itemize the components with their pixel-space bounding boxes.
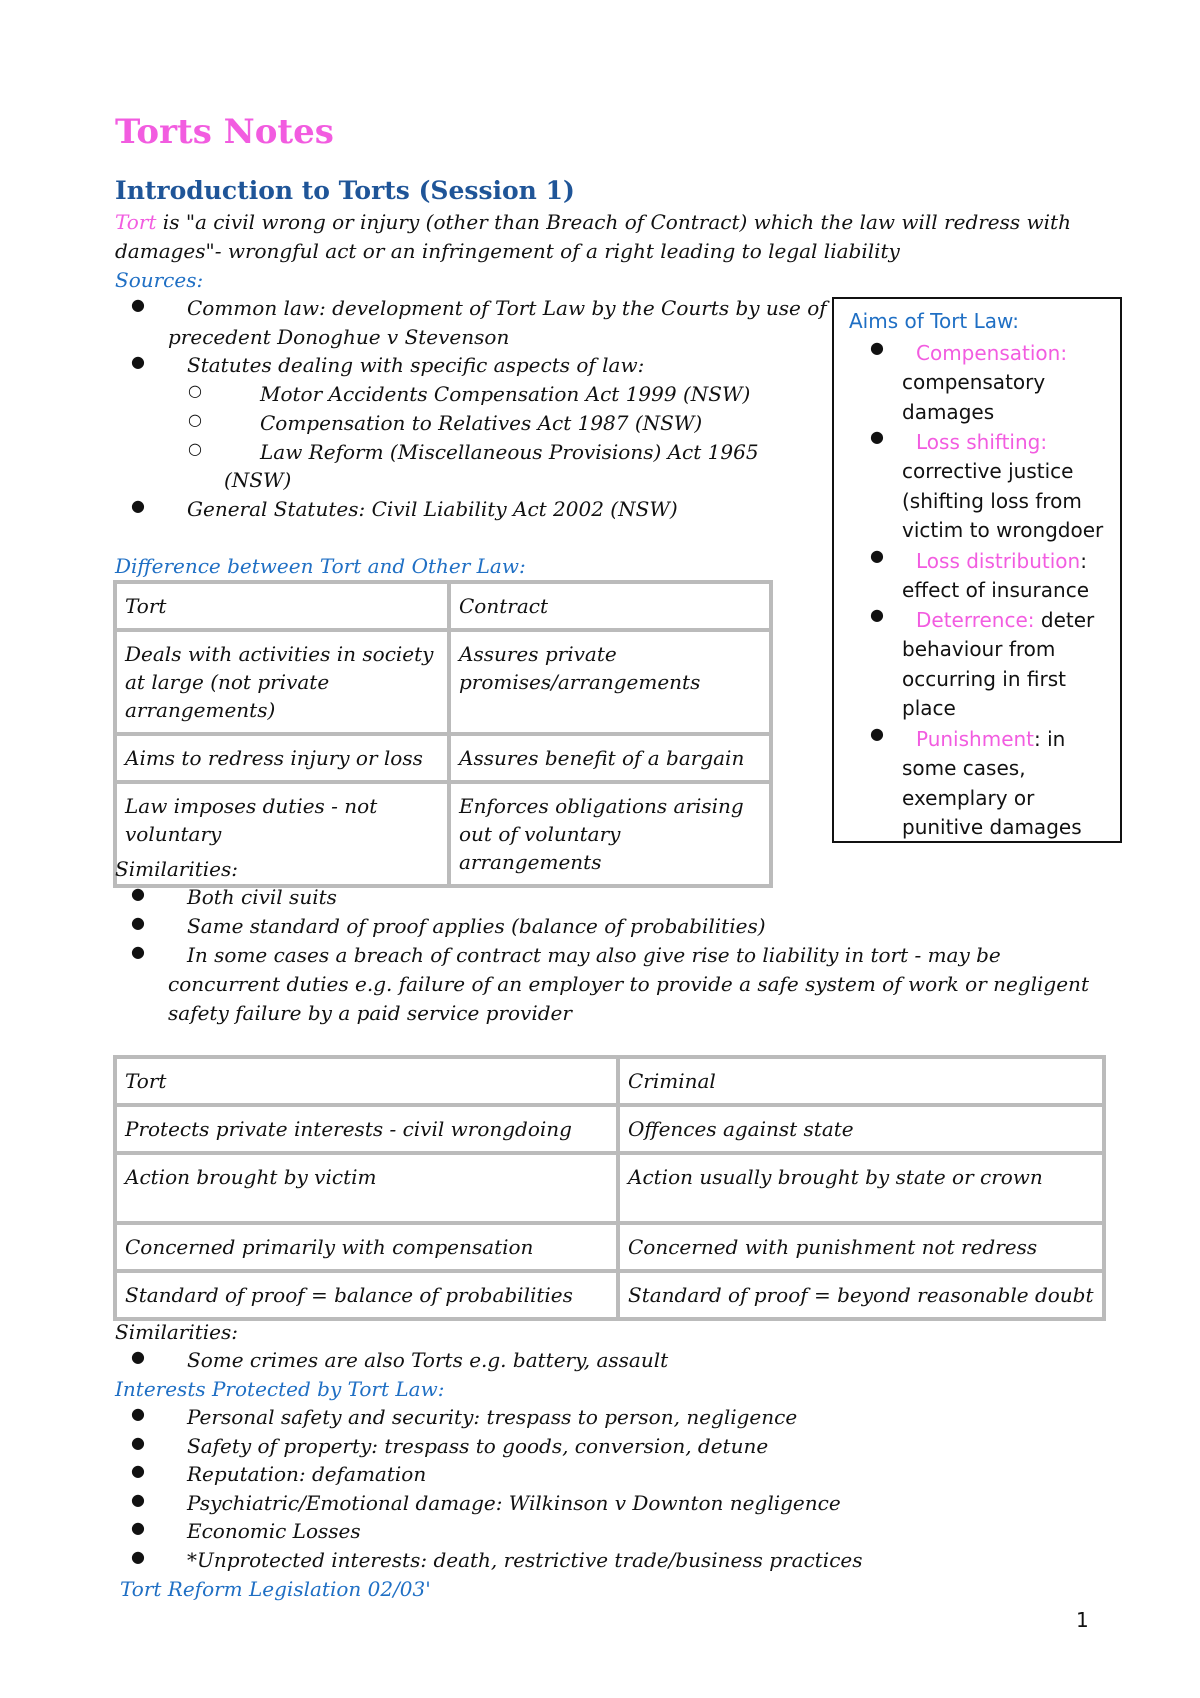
interest-item: Psychiatric/Emotional damage: Wilkinson v Downton negligence — [187, 1491, 841, 1515]
bullet-icon: ● — [131, 1518, 145, 1537]
intro-line-2: damages"- wrongful act or an infringement of a right leading to legal liability — [115, 239, 900, 263]
aim-line: some cases, — [902, 756, 1026, 780]
source-item: Statutes dealing with specific aspects of law: — [187, 353, 645, 377]
table-row — [115, 1105, 1104, 1153]
interest-item: *Unprotected interests: death, restrictive trade/business practices — [187, 1548, 863, 1572]
table-row — [115, 582, 771, 630]
source-item: Common law: development of Tort Law by the Courts by use of — [187, 296, 827, 320]
aim-line: corrective justice — [902, 459, 1074, 483]
bullet-icon: ● — [870, 546, 884, 565]
aims-box — [832, 297, 1122, 843]
table-cell: Enforces obligations arising out of voluntary arrangements — [449, 782, 771, 886]
aim-line: effect of insurance — [902, 578, 1090, 602]
similarity-item: Some crimes are also Torts e.g. battery, assault — [187, 1348, 669, 1372]
intro-line-1: Tort is "a civil wrong or injury (other than Breach of Contract) which the law will redress with — [115, 210, 1071, 234]
aim-line: damages — [902, 400, 995, 424]
aim-line: behaviour from — [902, 637, 1056, 661]
source-sub-item: Compensation to Relatives Act 1987 (NSW) — [260, 411, 703, 435]
page-number: 1 — [1076, 1608, 1089, 1632]
table-cell: Concerned with punishment not redress — [618, 1223, 1104, 1271]
table-row — [115, 734, 771, 782]
table-cell: Deals with activities in society at large (not private arrangements) — [115, 630, 449, 734]
aim-item: Punishment: in — [916, 727, 1066, 751]
similarity-item: Same standard of proof applies (balance of probabilities) — [187, 914, 766, 938]
table-cell: Standard of proof = beyond reasonable doubt — [618, 1271, 1104, 1319]
bullet-icon: ● — [131, 1461, 145, 1480]
intro-term: Tort — [115, 210, 157, 234]
table-cell: Concerned primarily with compensation — [115, 1223, 618, 1271]
reform-heading: Tort Reform Legislation 02/03' — [120, 1577, 431, 1601]
sources-heading: Sources: — [115, 268, 204, 292]
aim-item: Loss distribution: — [916, 549, 1087, 573]
table-cell: Contract — [449, 582, 771, 630]
aim-item: Deterrence: deter — [916, 608, 1095, 632]
source-sub-item: (NSW) — [224, 468, 292, 492]
source-sub-item: Motor Accidents Compensation Act 1999 (NSW) — [260, 382, 751, 406]
bullet-icon: ● — [870, 724, 884, 743]
table-row — [115, 1223, 1104, 1271]
bullet-icon: ● — [870, 427, 884, 446]
aim-line: compensatory — [902, 370, 1046, 394]
aims-heading: Aims of Tort Law: — [849, 309, 1020, 333]
table-cell: Protects private interests - civil wrongdoing — [115, 1105, 618, 1153]
similarity-item: In some cases a breach of contract may also give rise to liability in tort - may be — [187, 943, 1001, 967]
interest-item: Safety of property: trespass to goods, conversion, detune — [187, 1434, 769, 1458]
source-item: precedent Donoghue v Stevenson — [168, 325, 510, 349]
aim-line: victim to wrongdoer — [902, 518, 1104, 542]
table-cell: Law imposes duties - not voluntary — [115, 782, 449, 886]
source-sub-item: Law Reform (Miscellaneous Provisions) Act 1965 — [260, 440, 759, 464]
circle-bullet-icon: ○ — [188, 439, 202, 458]
aim-line: punitive damages — [902, 815, 1082, 839]
bullet-icon: ● — [131, 913, 145, 932]
similarities-heading: Similarities: — [115, 857, 239, 881]
bullet-icon: ● — [131, 1433, 145, 1452]
similarity-item: safety failure by a paid service provider — [168, 1001, 572, 1025]
table-cell: Action brought by victim — [115, 1153, 618, 1223]
interest-item: Personal safety and security: trespass to person, negligence — [187, 1405, 798, 1429]
table-cell: Criminal — [618, 1057, 1104, 1105]
bullet-icon: ● — [870, 338, 884, 357]
table-row — [115, 1271, 1104, 1319]
bullet-icon: ● — [131, 942, 145, 961]
bullet-icon: ● — [131, 1547, 145, 1566]
aim-item: Compensation: — [916, 341, 1068, 365]
interest-item: Reputation: defamation — [187, 1462, 427, 1486]
bullet-icon: ● — [131, 1490, 145, 1509]
aim-line: (shifting loss from — [902, 489, 1082, 513]
tort-contract-table — [113, 580, 773, 888]
similarities-heading-2: Similarities: — [115, 1320, 239, 1344]
bullet-icon: ● — [870, 605, 884, 624]
aim-line: occurring in first — [902, 667, 1066, 691]
table-row — [115, 1153, 1104, 1223]
table-cell: Aims to redress injury or loss — [115, 734, 449, 782]
table-row — [115, 1057, 1104, 1105]
interests-heading: Interests Protected by Tort Law: — [115, 1377, 445, 1401]
table-cell: Offences against state — [618, 1105, 1104, 1153]
similarity-item: concurrent duties e.g. failure of an employer to provide a safe system of work or negligent — [168, 972, 1089, 996]
table-cell: Assures benefit of a bargain — [449, 734, 771, 782]
table-cell: Tort — [115, 582, 449, 630]
bullet-icon: ● — [131, 496, 145, 515]
page-title: Torts Notes — [115, 112, 334, 152]
aim-item: Loss shifting: — [916, 430, 1048, 454]
circle-bullet-icon: ○ — [188, 410, 202, 429]
section-heading: Introduction to Torts (Session 1) — [115, 176, 575, 205]
similarity-item: Both civil suits — [187, 885, 337, 909]
bullet-icon: ● — [131, 352, 145, 371]
table-cell: Standard of proof = balance of probabilities — [115, 1271, 618, 1319]
bullet-icon: ● — [131, 1404, 145, 1423]
aim-line: place — [902, 696, 956, 720]
table-cell: Tort — [115, 1057, 618, 1105]
bullet-icon: ● — [131, 884, 145, 903]
table-cell: Assures private promises/arrangements — [449, 630, 771, 734]
interest-item: Economic Losses — [187, 1519, 361, 1543]
circle-bullet-icon: ○ — [188, 381, 202, 400]
difference-heading: Difference between Tort and Other Law: — [115, 554, 526, 578]
tort-criminal-table — [113, 1055, 1106, 1321]
table-row — [115, 630, 771, 734]
table-cell: Action usually brought by state or crown — [618, 1153, 1104, 1223]
aim-line: exemplary or — [902, 786, 1035, 810]
bullet-icon: ● — [131, 295, 145, 314]
source-item: General Statutes: Civil Liability Act 2002 (NSW) — [187, 497, 678, 521]
bullet-icon: ● — [131, 1347, 145, 1366]
